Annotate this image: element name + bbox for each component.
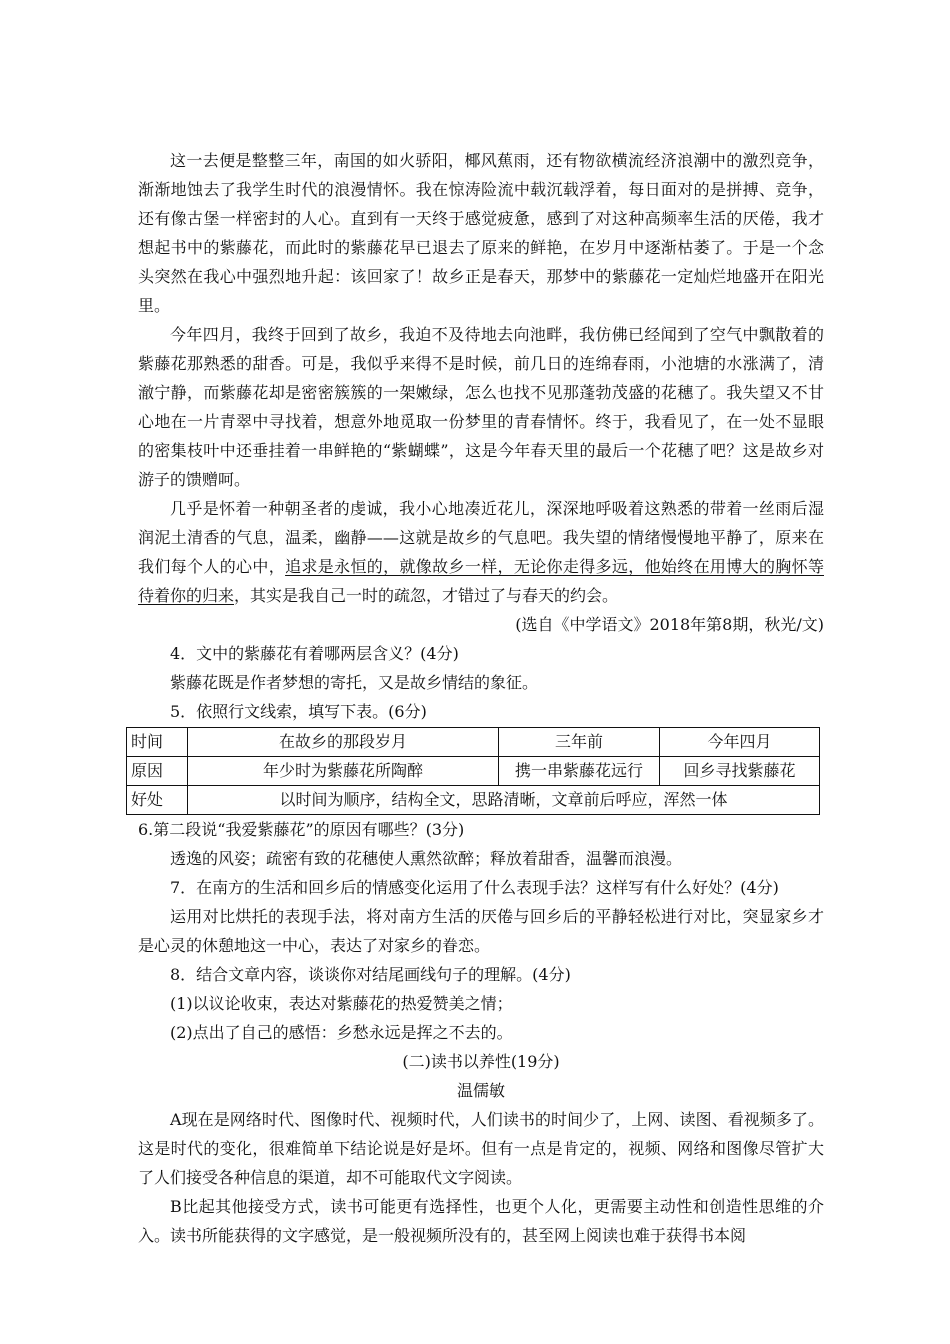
- document-page: [131, 146, 824, 1250]
- table-cell: 时间: [127, 728, 188, 757]
- underlined-sentence: 追求是永恒的，就像故乡一样，无论你走得多远，他始终在用博大的胸怀等待着你的归来: [138, 557, 824, 605]
- table-cell: 好处: [127, 786, 188, 815]
- question-7: 7．在南方的生活和回乡后的情感变化运用了什么表现手法？这样写有什么好处？(4分): [170, 878, 779, 897]
- passage-paragraph-1: 这一去便是整整三年，南国的如火骄阳，椰风蕉雨，还有物欲横流经济浪潮中的激烈竞争，渐渐地蚀去了我学生时代的浪漫情怀。我在惊涛险流中载沉载浮着，每日面对的是拼搏、竞争，还有像古堡一样密封的人心。直到有一天终于感觉疲惫，感到了对这种高频率生活的厌倦，我才想起书中的紫藤花，而此时的紫藤花早已退去了原来的鲜艳，在岁月中逐渐枯萎了。于是一个念头突然在我心中强烈地升起：该回家了！故乡正是春天，那梦中的紫藤花一定灿烂地盛开在阳光里。: [138, 151, 824, 315]
- answer-8-part-2: (2)点出了自己的感悟：乡愁永远是挥之不去的。: [170, 1023, 513, 1042]
- table-row: [127, 757, 820, 786]
- section-paragraph-a: A现在是网络时代、图像时代、视频时代，人们读书的时间少了，上网、读图、看视频多了。这是时代的变化，很难简单下结论说是好是坏。但有一点是肯定的，视频、网络和图像尽管扩大了人们接受各种信息的渠道，却不可能取代文字阅读。: [138, 1110, 824, 1187]
- table-cell: 在故乡的那段岁月: [188, 728, 499, 757]
- question-8: 8．结合文章内容，谈谈你对结尾画线句子的理解。(4分): [170, 965, 571, 984]
- source-citation: (选自《中学语文》2018年第8期，秋光/文): [515, 615, 824, 634]
- answer-table: [126, 727, 820, 815]
- answer-7: 运用对比烘托的表现手法，将对南方生活的厌倦与回乡后的平静轻松进行对比，突显家乡才是心灵的休憩地这一中心，表达了对家乡的眷恋。: [138, 907, 824, 955]
- question-5: 5．依照行文线索，填写下表。(6分): [170, 702, 427, 721]
- answer-4: 紫藤花既是作者梦想的寄托，又是故乡情结的象征。: [170, 673, 539, 692]
- table-cell: 年少时为紫藤花所陶醉: [188, 757, 499, 786]
- question-6: 6.第二段说“我爱紫藤花”的原因有哪些？(3分): [138, 820, 465, 839]
- table-row: [127, 786, 820, 815]
- table-row: [127, 728, 820, 757]
- table-cell: 三年前: [499, 728, 660, 757]
- table-cell: 以时间为顺序，结构全文，思路清晰，文章前后呼应，浑然一体: [188, 786, 820, 815]
- table-cell: 今年四月: [660, 728, 820, 757]
- passage-paragraph-3: [138, 494, 824, 610]
- table-cell: 回乡寻找紫藤花: [660, 757, 820, 786]
- answer-6: 透逸的风姿；疏密有致的花穗使人熏然欲醉；释放着甜香，温馨而浪漫。: [170, 849, 683, 868]
- answer-8-part-1: (1)以议论收束，表达对紫藤花的热爱赞美之情；: [170, 994, 513, 1013]
- section-paragraph-b: B比起其他接受方式，读书可能更有选择性，也更个人化，更需要主动性和创造性思维的介入。读书所能获得的文字感觉，是一般视频所没有的，甚至网上阅读也难于获得书本阅: [138, 1197, 824, 1245]
- section-heading: (二)读书以养性(19分): [402, 1052, 560, 1071]
- paragraph-3-text-before: 几乎是怀着一种朝圣者的虔诚，我小心地凑近花儿，深深地呼吸着这熟悉的带着一丝雨后湿润泥土清香的气息，温柔，幽静——这就是故乡的气息吧。我失望的情绪慢慢地平静了，原来在我们每个人的心中，: [138, 499, 824, 576]
- table-cell: 携一串紫藤花远行: [499, 757, 660, 786]
- passage-paragraph-2: 今年四月，我终于回到了故乡，我迫不及待地去向池畔，我仿佛已经闻到了空气中飘散着的紫藤花那熟悉的甜香。可是，我似乎来得不是时候，前几日的连绵春雨，小池塘的水涨满了，清澈宁静，而紫藤花却是密密簇簇的一架嫩绿，怎么也找不见那蓬勃茂盛的花穗了。我失望又不甘心地在一片青翠中寻找着，想意外地觅取一份梦里的青春情怀。终于，我看见了，在一处不显眼的密集枝叶中还垂挂着一串鲜艳的“紫蝴蝶”，这是今年春天里的最后一个花穗了吧？这是故乡对游子的馈赠呵。: [138, 325, 824, 489]
- paragraph-3-text-after: ，其实是我自己一时的疏忽，才错过了与春天的约会。: [234, 586, 619, 605]
- section-author: 温儒敏: [456, 1081, 505, 1100]
- question-4: 4．文中的紫藤花有着哪两层含义？(4分): [170, 644, 459, 663]
- table-cell: 原因: [127, 757, 188, 786]
